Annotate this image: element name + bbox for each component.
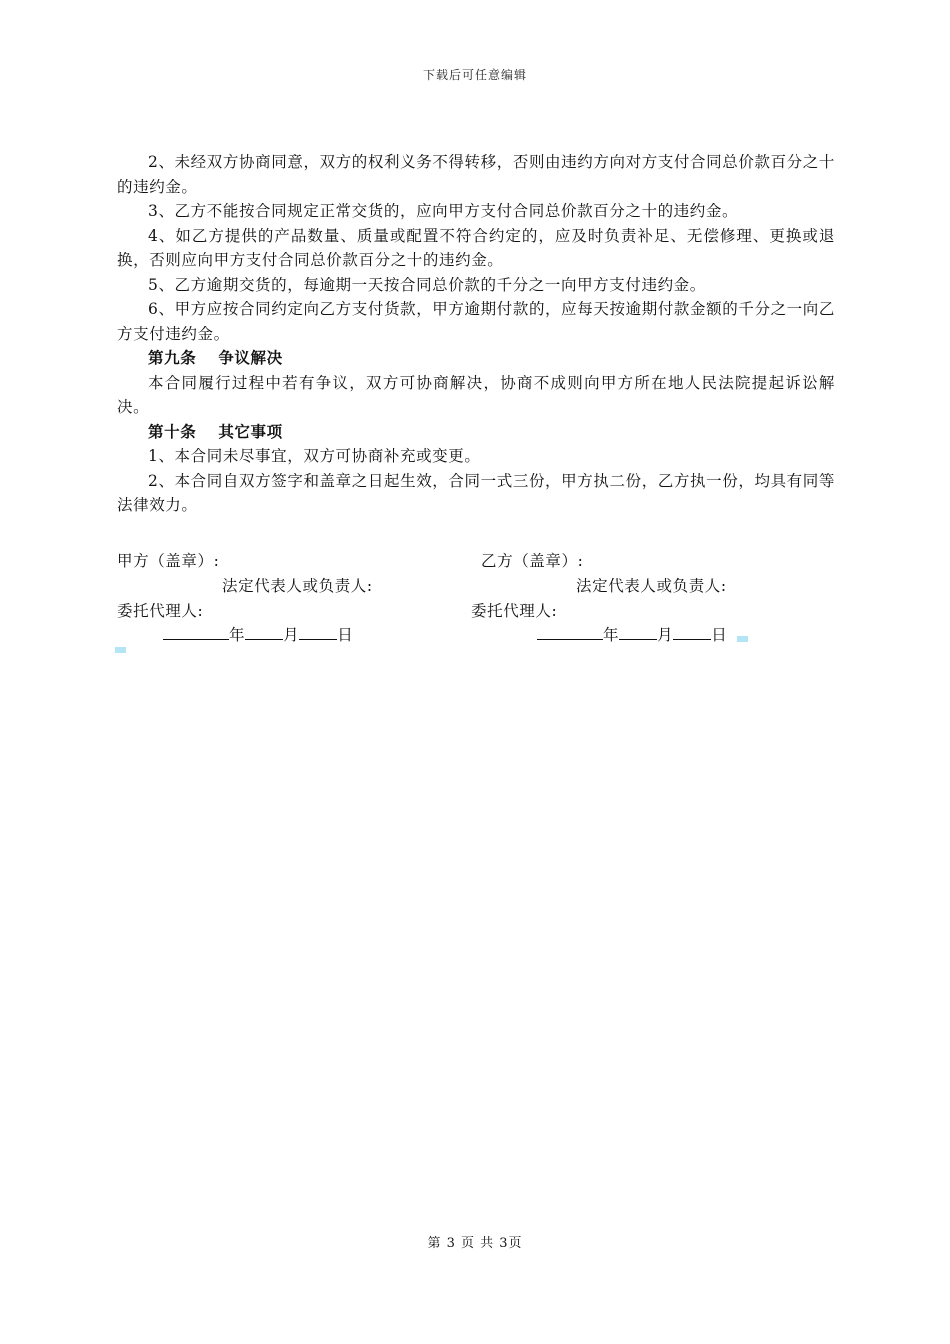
month-label: 月 xyxy=(657,626,674,644)
party-b-legal-rep-label: 法定代表人或负责人: xyxy=(576,577,727,595)
article-10-title: 其它事项 xyxy=(218,421,283,441)
party-a-seal-label: 甲方（盖章）: xyxy=(117,552,220,570)
page-header: 下载后可任意编辑 xyxy=(422,68,527,82)
highlight-marker xyxy=(115,647,126,653)
article-9-title: 争议解决 xyxy=(218,348,283,367)
day-label: 日 xyxy=(337,626,354,644)
paragraph-breach-late-delivery: 5、乙方逾期交货的，每逾期一天按合同总价款的千分之一向甲方支付违约金。 xyxy=(148,275,706,294)
party-b-date-line xyxy=(537,625,727,645)
party-a-agent-label: 委托代理人: xyxy=(117,602,204,620)
page-footer: 第 3 页 共 3页 xyxy=(427,1236,523,1251)
party-a-legal-rep-label: 法定代表人或负责人: xyxy=(222,577,373,595)
contract-body xyxy=(117,150,835,518)
party-b-agent-label: 委托代理人: xyxy=(471,602,558,620)
article-9-body: 本合同履行过程中若有争议，双方可协商解决，协商不成则向甲方所在地人民法院提起诉讼解决。 xyxy=(117,373,835,416)
month-blank xyxy=(619,625,657,640)
article-10-number: 第十条 xyxy=(148,421,197,441)
paragraph-breach-transfer: 2、未经双方协商同意，双方的权利义务不得转移，否则由违约方向对方支付合同总价款百分之十的违约金。 xyxy=(117,153,835,196)
year-blank xyxy=(537,625,603,640)
party-a-date-line xyxy=(163,625,353,645)
highlight-marker xyxy=(737,636,748,642)
paragraph-breach-delivery: 3、乙方不能按合同规定正常交货的，应向甲方支付合同总价款百分之十的违约金。 xyxy=(148,202,739,220)
article-10-item-1: 1、本合同未尽事宜，双方可协商补充或变更。 xyxy=(148,447,481,465)
year-label: 年 xyxy=(603,626,620,644)
article-9-number: 第九条 xyxy=(148,348,197,367)
paragraph-breach-quality: 4、如乙方提供的产品数量、质量或配置不符合约定的，应及时负责补足、无偿修理、更换或退换，否则应向甲方支付合同总价款百分之十的违约金。 xyxy=(117,226,835,269)
month-label: 月 xyxy=(283,626,300,644)
article-10-heading xyxy=(117,420,835,445)
paragraph-breach-late-payment: 6、甲方应按合同约定向乙方支付货款，甲方逾期付款的，应每天按逾期付款金额的千分之一向乙方支付违约金。 xyxy=(117,300,835,343)
article-10-item-2: 2、本合同自双方签字和盖章之日起生效，合同一式三份，甲方执二份，乙方执一份，均具有同等法律效力。 xyxy=(117,471,835,514)
year-blank xyxy=(163,625,229,640)
party-b-seal-label: 乙方（盖章）: xyxy=(481,552,584,570)
article-9-heading xyxy=(117,346,835,371)
day-blank xyxy=(299,625,337,640)
month-blank xyxy=(245,625,283,640)
year-label: 年 xyxy=(229,626,246,644)
day-blank xyxy=(673,625,711,640)
day-label: 日 xyxy=(711,626,728,644)
